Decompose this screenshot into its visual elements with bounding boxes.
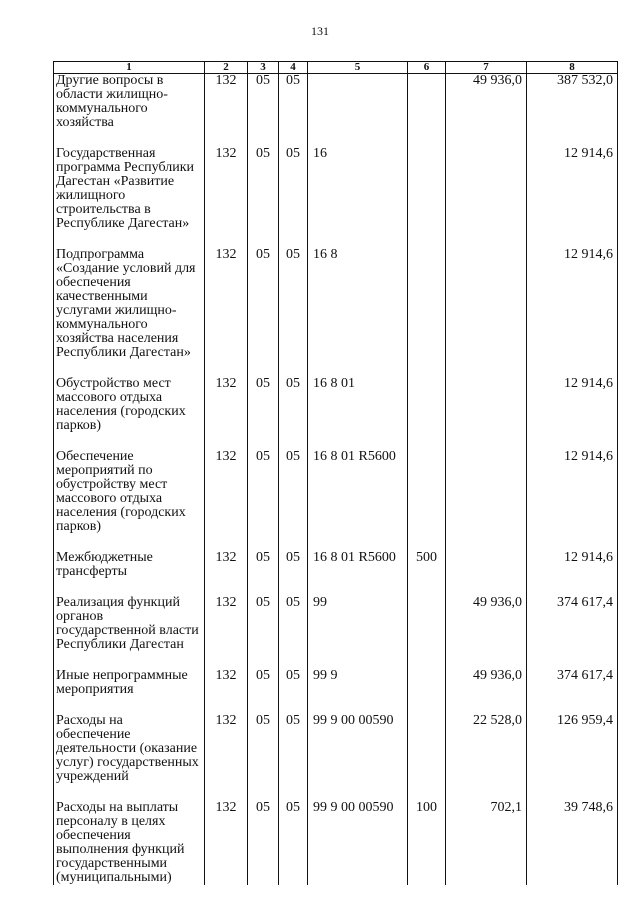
row-code-3: 05 [248,377,279,433]
spacer-cell [205,652,248,669]
spacer-cell [205,534,248,551]
row-name: Расходы на обеспечение деятельности (оказание услуг) государственных учреждений [54,714,205,784]
spacer-cell [446,534,527,551]
row-spacer [54,697,618,714]
column-header-5: 5 [308,62,408,74]
column-header-8: 8 [527,62,618,74]
spacer-cell [248,784,279,801]
row-amount-7 [446,377,527,433]
row-amount-7: 49 936,0 [446,596,527,652]
column-header-2: 2 [205,62,248,74]
row-spacer [54,433,618,450]
spacer-cell [527,697,618,714]
spacer-cell [205,231,248,248]
spacer-cell [279,652,308,669]
row-code-4: 05 [279,147,308,231]
spacer-cell [54,433,205,450]
row-code-6: 500 [408,551,446,579]
row-code-4: 05 [279,596,308,652]
spacer-cell [279,231,308,248]
spacer-cell [527,579,618,596]
row-code-3: 05 [248,450,279,534]
spacer-cell [408,231,446,248]
spacer-cell [248,652,279,669]
spacer-cell [446,231,527,248]
spacer-cell [308,360,408,377]
table-row [54,377,618,433]
row-code-5: 99 9 00 00590 [308,801,408,885]
row-name: Подпрограмма «Создание условий для обеспечения качественными услугами жилищно-коммунального хозяйства населения Республики Дагестан» [54,248,205,360]
row-spacer [54,784,618,801]
spacer-cell [408,784,446,801]
spacer-cell [408,534,446,551]
spacer-cell [205,433,248,450]
row-code-6 [408,74,446,131]
spacer-cell [205,360,248,377]
spacer-cell [279,579,308,596]
spacer-cell [205,697,248,714]
row-spacer [54,534,618,551]
row-amount-7: 49 936,0 [446,669,527,697]
row-code-3: 05 [248,248,279,360]
spacer-cell [54,697,205,714]
row-code-4: 05 [279,714,308,784]
spacer-cell [54,784,205,801]
row-amount-8: 39 748,6 [527,801,618,885]
row-code-5: 99 9 00 00590 [308,714,408,784]
row-amount-8: 374 617,4 [527,596,618,652]
spacer-cell [279,360,308,377]
row-code-2: 132 [205,248,248,360]
spacer-cell [248,231,279,248]
row-code-2: 132 [205,377,248,433]
table-row [54,551,618,579]
row-code-6 [408,669,446,697]
spacer-cell [54,652,205,669]
spacer-cell [527,231,618,248]
table-row [54,714,618,784]
spacer-cell [408,130,446,147]
row-name: Государственная программа Республики Дагестан «Развитие жилищного строительства в Республике Дагестан» [54,147,205,231]
row-code-2: 132 [205,450,248,534]
row-code-6 [408,450,446,534]
spacer-cell [279,784,308,801]
spacer-cell [446,784,527,801]
row-code-5: 16 8 01 [308,377,408,433]
spacer-cell [54,360,205,377]
row-spacer [54,652,618,669]
page-number: 131 [311,24,329,38]
row-name: Иные непрограммные мероприятия [54,669,205,697]
row-code-6: 100 [408,801,446,885]
row-amount-7: 49 936,0 [446,74,527,131]
spacer-cell [527,360,618,377]
row-code-4: 05 [279,74,308,131]
spacer-cell [408,579,446,596]
spacer-cell [527,433,618,450]
row-code-5: 99 9 [308,669,408,697]
spacer-cell [527,652,618,669]
row-code-4: 05 [279,551,308,579]
spacer-cell [408,433,446,450]
spacer-cell [248,534,279,551]
spacer-cell [408,360,446,377]
row-amount-8: 387 532,0 [527,74,618,131]
table-body [54,74,618,886]
row-code-6 [408,596,446,652]
row-name: Обеспечение мероприятий по обустройству мест массового отдыха населения (городских парков) [54,450,205,534]
row-code-2: 132 [205,551,248,579]
spacer-cell [205,784,248,801]
spacer-cell [446,652,527,669]
spacer-cell [446,697,527,714]
row-amount-7 [446,450,527,534]
spacer-cell [308,130,408,147]
spacer-cell [527,534,618,551]
row-code-4: 05 [279,377,308,433]
row-code-5: 16 8 [308,248,408,360]
table-row [54,596,618,652]
spacer-cell [279,697,308,714]
row-code-4: 05 [279,450,308,534]
spacer-cell [248,697,279,714]
spacer-cell [248,130,279,147]
budget-table [53,61,618,885]
table-row [54,74,618,131]
row-spacer [54,130,618,147]
row-code-3: 05 [248,669,279,697]
row-amount-7 [446,147,527,231]
spacer-cell [308,697,408,714]
row-amount-8: 12 914,6 [527,248,618,360]
spacer-cell [527,784,618,801]
spacer-cell [308,652,408,669]
spacer-cell [408,697,446,714]
row-code-4: 05 [279,669,308,697]
row-name: Расходы на выплаты персоналу в целях обеспечения выполнения функций государственными (муниципальными) [54,801,205,885]
row-spacer [54,231,618,248]
row-code-2: 132 [205,147,248,231]
row-code-3: 05 [248,714,279,784]
spacer-cell [54,534,205,551]
row-code-3: 05 [248,801,279,885]
spacer-cell [54,130,205,147]
row-amount-7 [446,248,527,360]
spacer-cell [408,652,446,669]
table-row [54,147,618,231]
table-header-row [54,62,618,74]
spacer-cell [54,231,205,248]
spacer-cell [248,360,279,377]
spacer-cell [308,534,408,551]
row-amount-7: 22 528,0 [446,714,527,784]
row-code-4: 05 [279,248,308,360]
row-code-2: 132 [205,669,248,697]
spacer-cell [279,433,308,450]
row-spacer [54,579,618,596]
spacer-cell [248,579,279,596]
table-row [54,248,618,360]
column-header-4: 4 [279,62,308,74]
spacer-cell [527,130,618,147]
table-row [54,669,618,697]
row-amount-8: 12 914,6 [527,551,618,579]
row-code-6 [408,714,446,784]
row-code-4: 05 [279,801,308,885]
row-name: Другие вопросы в области жилищно-коммунального хозяйства [54,74,205,131]
row-code-2: 132 [205,74,248,131]
row-code-3: 05 [248,147,279,231]
spacer-cell [205,130,248,147]
row-code-6 [408,377,446,433]
row-code-6 [408,147,446,231]
spacer-cell [308,579,408,596]
spacer-cell [446,433,527,450]
spacer-cell [446,579,527,596]
row-name: Межбюджетные трансферты [54,551,205,579]
row-code-5 [308,74,408,131]
row-code-3: 05 [248,551,279,579]
row-code-3: 05 [248,74,279,131]
spacer-cell [205,579,248,596]
row-amount-8: 12 914,6 [527,377,618,433]
spacer-cell [308,231,408,248]
spacer-cell [279,534,308,551]
row-amount-7: 702,1 [446,801,527,885]
row-code-6 [408,248,446,360]
row-name: Реализация функций органов государственной власти Республики Дагестан [54,596,205,652]
row-amount-8: 374 617,4 [527,669,618,697]
row-amount-7 [446,551,527,579]
row-code-5: 16 8 01 R5600 [308,551,408,579]
row-spacer [54,360,618,377]
row-code-2: 132 [205,801,248,885]
column-header-3: 3 [248,62,279,74]
row-code-2: 132 [205,596,248,652]
row-code-5: 16 8 01 R5600 [308,450,408,534]
row-code-5: 16 [308,147,408,231]
row-code-5: 99 [308,596,408,652]
row-amount-8: 126 959,4 [527,714,618,784]
spacer-cell [308,433,408,450]
row-code-3: 05 [248,596,279,652]
row-code-2: 132 [205,714,248,784]
column-header-6: 6 [408,62,446,74]
spacer-cell [54,579,205,596]
column-header-7: 7 [446,62,527,74]
table-row [54,801,618,885]
column-header-1: 1 [54,62,205,74]
spacer-cell [446,360,527,377]
spacer-cell [308,784,408,801]
spacer-cell [248,433,279,450]
table-row [54,450,618,534]
spacer-cell [279,130,308,147]
row-amount-8: 12 914,6 [527,450,618,534]
row-amount-8: 12 914,6 [527,147,618,231]
spacer-cell [446,130,527,147]
row-name: Обустройство мест массового отдыха населения (городских парков) [54,377,205,433]
